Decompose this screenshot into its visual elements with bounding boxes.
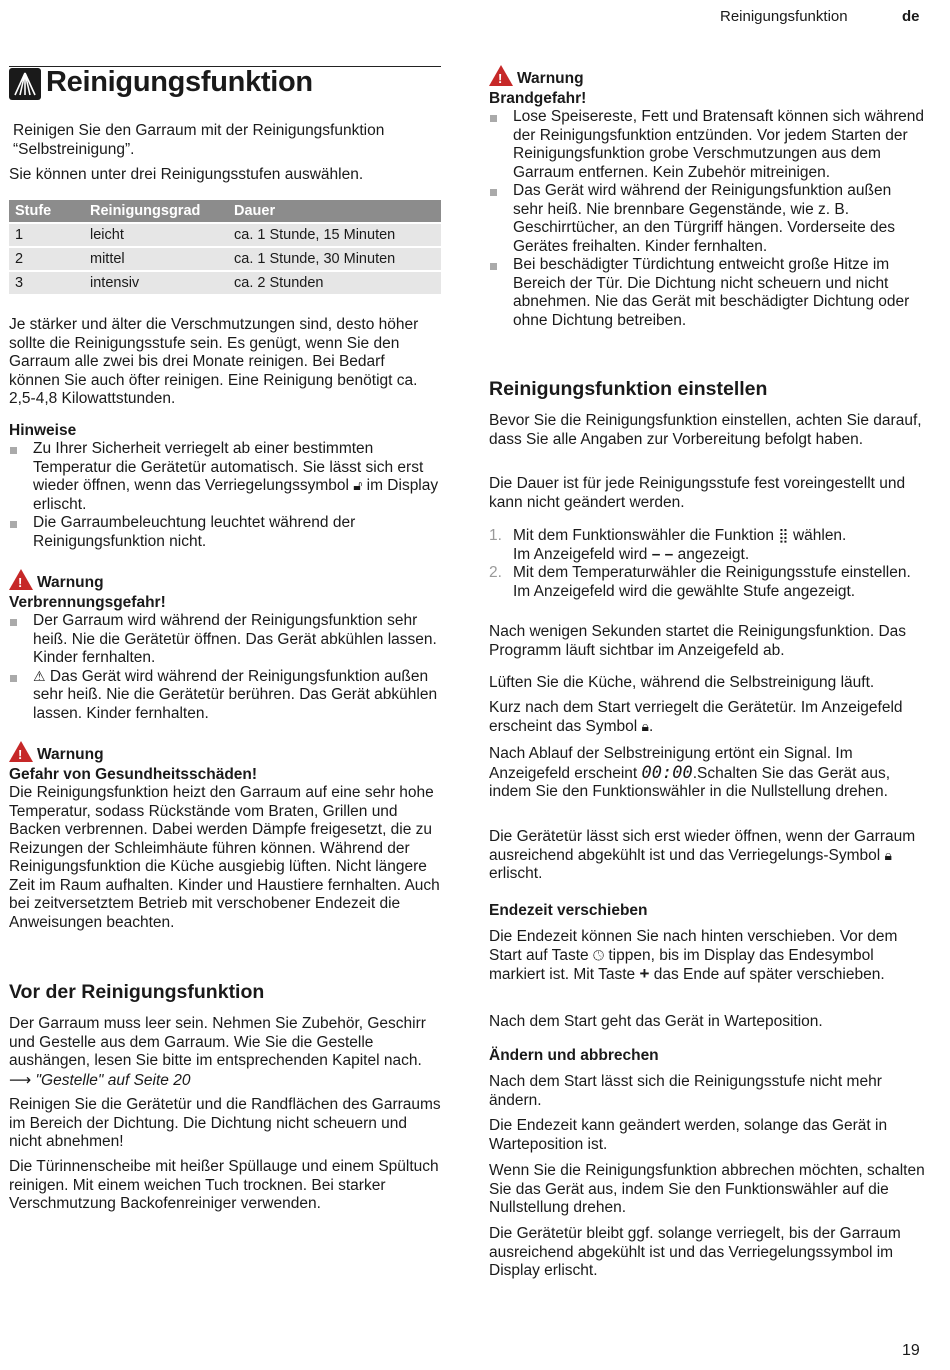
- aendern-paragraph-1: Nach dem Start lässt sich die Reinigungsstufe nicht mehr ändern.: [489, 1073, 882, 1109]
- einstellen-paragraph-7: [489, 828, 925, 884]
- aendern-paragraph-3: Wenn Sie die Reinigungsfunktion abbrechen möchten, schalten Sie das Gerät aus, indem Sie den Funktionswähler auf die Nullstellung drehen.: [489, 1162, 925, 1216]
- list-item: [9, 440, 441, 514]
- vor-paragraph-2: Reinigen Sie die Gerätetür und die Randflächen des Garraums im Bereich der Dichtung. Die Dichtung nicht scheuern und nicht abnehmen!: [9, 1096, 441, 1150]
- table-header-row: [9, 200, 441, 222]
- table-header-cell: Reinigungsgrad: [84, 200, 228, 222]
- warning-text: Die Reinigungsfunktion heizt den Garraum auf eine sehr hohe Temperatur, sodass Rückstände vom Braten, Grillen und Backen verbrennen. Dabei werden Dämpfe freigesetzt, die zu Reizungen der Schleimhäute führen können. Während der Reinigungsfunktion die Küche ausgiebig lüften. Nicht längere Zeit im Raum aufhalten. Kinder und Haustiere fernhalten. Auch bei zeitversetztem Betrieb mit verschobener Endezeit die Anweisungen beachten.: [9, 784, 440, 931]
- hot-surface-icon: ⚠︎: [33, 668, 46, 685]
- plus-icon: +: [639, 964, 650, 983]
- step-text: Mit dem Temperaturwähler die Reinigungsstufe einstellen.: [513, 564, 911, 581]
- dash-display-icon: – –: [651, 545, 674, 563]
- table-cell: intensiv: [84, 272, 228, 294]
- step-text: Mit dem Funktionswähler die Funktion: [513, 527, 775, 544]
- paragraph-text: Die Endezeit können Sie nach hinten verschieben. Vor dem Start auf Taste: [489, 928, 898, 964]
- table-row: [9, 248, 441, 270]
- warning-list: [9, 612, 441, 723]
- einstellen-paragraph-3: Nach wenigen Sekunden startet die Reinigungsfunktion. Das Programm läuft sichtbar im Anzeigefeld ab.: [489, 623, 907, 659]
- table-cell: ca. 1 Stunde, 30 Minuten: [228, 248, 441, 270]
- self-cleaning-icon: [9, 68, 41, 100]
- lock-icon: 🔒︎: [884, 847, 892, 864]
- display-readout: 00:00: [641, 762, 693, 783]
- table-header-cell: Stufe: [9, 200, 84, 222]
- warning-label: !Warnung: [9, 569, 441, 593]
- warning-fire: [489, 65, 925, 330]
- paragraph-text: Nach Ablauf der Selbstreinigung ertönt ein Signal. Im Anzeigefeld erscheint: [489, 745, 853, 782]
- warning-heading: Gefahr von Gesundheitsschäden!: [9, 766, 258, 783]
- endezeit-paragraph-2: Nach dem Start geht das Gerät in Warteposition.: [489, 1013, 823, 1030]
- paragraph-text: erlischt.: [489, 865, 543, 882]
- table-cell: 2: [9, 248, 84, 270]
- step-text: Im Anzeigefeld wird die gewählte Stufe angezeigt.: [513, 582, 856, 600]
- paragraph-text: tippen, bis im Display das Endesymbol markiert ist. Mit Taste: [489, 946, 874, 983]
- cleaning-levels-table: [9, 198, 441, 296]
- steps-list: [489, 527, 925, 601]
- list-item: Der Garraum wird während der Reinigungsfunktion sehr heiß. Nie die Gerätetür öffnen. Das Gerät abkühlen lassen. Kinder fernhalten.: [9, 612, 441, 668]
- aendern-heading: Ändern und abbrechen: [489, 1047, 659, 1064]
- step-number: 2.: [489, 564, 502, 581]
- warning-heading: Brandgefahr!: [489, 90, 587, 107]
- warning-health: [9, 741, 441, 932]
- lock-icon: 🔓︎: [353, 478, 363, 494]
- einstellen-paragraph-2: Die Dauer ist für jede Reinigungsstufe fest voreingestellt und kann nicht geändert werden.: [489, 475, 906, 511]
- warning-list: [489, 108, 925, 330]
- page-number: 19: [902, 1342, 920, 1359]
- vor-text: Der Garraum muss leer sein. Nehmen Sie Zubehör, Geschirr und Gestelle aus dem Garraum. Wie Sie die Gestelle aushängen, lesen Sie bitte im entsprechenden Kapitel nach.: [9, 1015, 426, 1069]
- paragraph-text: das Ende auf später verschieben.: [653, 966, 885, 983]
- table-cell: ca. 2 Stunden: [228, 272, 441, 294]
- list-item: [9, 668, 441, 724]
- warning-burn: [9, 569, 441, 723]
- running-header: Reinigungsfunktion: [720, 8, 848, 25]
- vor-paragraph-1: [9, 1015, 441, 1090]
- step-item: [489, 527, 925, 564]
- endezeit-paragraph-1: [489, 928, 925, 985]
- section-heading-vor: Vor der Reinigungsfunktion: [9, 981, 265, 1003]
- step-number: 1.: [489, 527, 502, 544]
- aendern-paragraph-2: Die Endezeit kann geändert werden, solange das Gerät in Warteposition ist.: [489, 1117, 888, 1153]
- table-cell: leicht: [84, 224, 228, 246]
- step-text: wählen.: [792, 527, 847, 544]
- table-row: [9, 272, 441, 294]
- step-text: angezeigt.: [677, 545, 750, 563]
- paragraph-text: Kurz nach dem Start verriegelt die Gerätetür. Im Anzeigefeld erscheint das Symbol: [489, 699, 903, 735]
- einstellen-paragraph-5: Kurz nach dem Start verriegelt die Gerätetür. Im Anzeigefeld erscheint das Symbol 🔒︎.: [489, 699, 903, 735]
- hinweise-heading: Hinweise: [9, 422, 77, 439]
- grid-function-icon: ⣿: [778, 528, 789, 544]
- step-item: [489, 564, 925, 601]
- table-cell: ca. 1 Stunde, 15 Minuten: [228, 224, 441, 246]
- warning-triangle-icon: [489, 65, 513, 86]
- hinweise-block: [9, 422, 441, 551]
- lock-icon: 🔒︎: [641, 718, 649, 735]
- einstellen-paragraph-6: [489, 745, 925, 802]
- hinweise-list: [9, 440, 441, 551]
- list-item: Die Garraumbeleuchtung leuchtet während der Reinigungsfunktion nicht.: [9, 514, 441, 551]
- vor-paragraph-3: Die Türinnenscheibe mit heißer Spüllauge und einem Spültuch reinigen. Mit einem weichen Tuch trocknen. Bei starker Verschmutzung Backofenreiniger verwenden.: [9, 1158, 439, 1212]
- einstellen-paragraph-1: Bevor Sie die Reinigungsfunktion einstellen, achten Sie darauf, dass Sie alle Angaben zur Vorbereitung befolgt haben.: [489, 412, 922, 448]
- page-title: Reinigungsfunktion: [46, 66, 313, 98]
- intro-paragraph: Reinigen Sie den Garraum mit der Reinigungsfunktion “Selbstreinigung”.: [13, 122, 385, 158]
- table-header-cell: Dauer: [228, 200, 441, 222]
- cross-reference-link[interactable]: "Gestelle" auf Seite 20: [35, 1071, 191, 1089]
- endezeit-heading: Endezeit verschieben: [489, 902, 648, 919]
- warning-label: !Warnung: [489, 65, 925, 89]
- warning-triangle-icon: [9, 741, 33, 762]
- list-item: Bei beschädigter Türdichtung entweicht große Hitze im Bereich der Tür. Die Dichtung nicht scheuern und nicht abnehmen. Nie das Gerät mit beschädigter Dichtung oder ohne Dichtung betreiben.: [489, 256, 925, 330]
- paragraph-text: Die Gerätetür lässt sich erst wieder öffnen, wenn der Garraum ausreichend abgekühlt ist und das Verriegelungs-Symbol: [489, 828, 916, 864]
- warning-triangle-icon: [9, 569, 33, 590]
- table-cell: mittel: [84, 248, 228, 270]
- list-item-text: Zu Ihrer Sicherheit verriegelt ab einer bestimmten Temperatur die Gerätetür automatisch. Sie lässt sich erst wieder öffnen, wenn das Verriegelungssymbol: [33, 440, 424, 494]
- table-cell: 3: [9, 272, 84, 294]
- section-heading-einstellen: Reinigungsfunktion einstellen: [489, 378, 768, 400]
- language-tag: de: [902, 8, 920, 25]
- list-item-text: Das Gerät wird während der Reinigungsfunktion außen sehr heiß. Nie die Gerätetür berühren. Das Gerät abkühlen lassen. Kinder fernhalten.: [33, 667, 438, 722]
- clock-icon: 🕓︎: [592, 947, 605, 964]
- list-item: Das Gerät wird während der Reinigungsfunktion außen sehr heiß. Nie brennbare Gegenstände, wie z. B. Geschirrtücher, an den Türgriff hängen. Vorderseite des Gerätes freihalten. Kinder fernhalten.: [489, 182, 925, 256]
- paragraph-text: .Schalten Sie das Gerät aus, indem Sie den Funktionswähler in die Nullstellung drehen.: [489, 764, 891, 800]
- intro-paragraph-2: Sie können unter drei Reinigungsstufen auswählen.: [9, 166, 364, 183]
- step-text: Im Anzeigefeld wird: [513, 545, 648, 563]
- einstellen-paragraph-4: Lüften Sie die Küche, während die Selbstreinigung läuft.: [489, 674, 875, 691]
- warning-label: !Warnung: [9, 741, 441, 765]
- warning-heading: Verbrennungsgefahr!: [9, 594, 166, 611]
- list-item: Lose Speisereste, Fett und Bratensaft können sich während der Reinigungsfunktion entzünden. Vor jedem Starten der Reinigungsfunktion grobe Verschmutzungen aus dem Garraum entfernen. Kein Zubehör mitreinigen.: [489, 108, 925, 182]
- list-item-text: im Display erlischt.: [33, 477, 439, 513]
- aendern-paragraph-4: Die Gerätetür bleibt ggf. solange verriegelt, bis der Garraum ausreichend abgekühlt ist und das Verriegelungssymbol im Display erlischt.: [489, 1225, 901, 1279]
- table-row: [9, 224, 441, 246]
- table-cell: 1: [9, 224, 84, 246]
- arrow-right-icon: ⟶: [9, 1070, 32, 1089]
- dirt-paragraph: Je stärker und älter die Verschmutzungen sind, desto höher sollte die Reinigungsstufe sein. Es genügt, wenn Sie den Garraum alle zwei bis drei Monate reinigen. Bei Bedarf können Sie auch öfter reinigen. Eine Reinigung benötigt ca. 2,5-4,8 Kilowattstunden.: [9, 316, 419, 407]
